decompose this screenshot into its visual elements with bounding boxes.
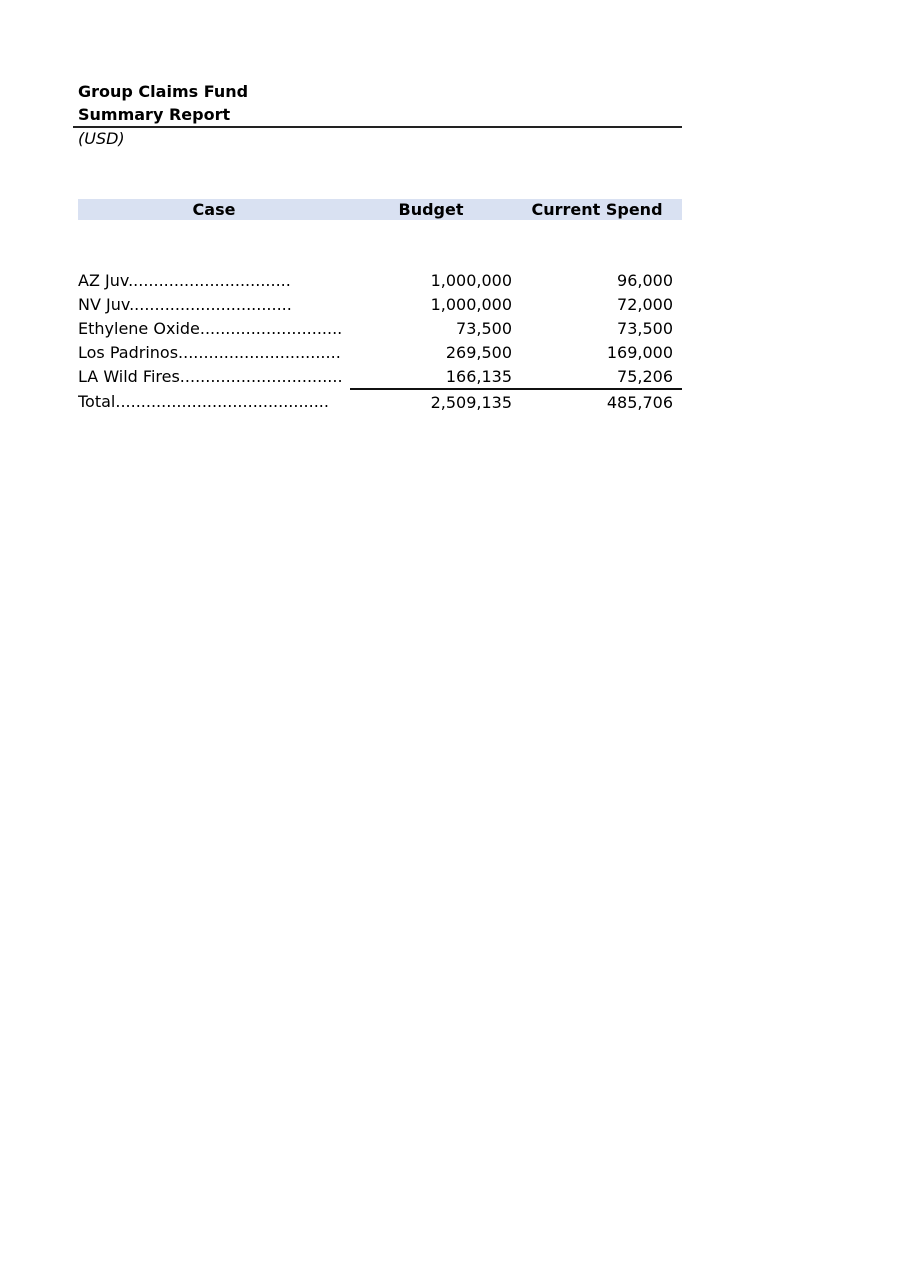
column-header-spend: Current Spend [512,199,682,220]
table-total-row [78,389,682,414]
column-header-budget: Budget [350,199,512,220]
budget-value: 269,500 [445,342,512,362]
report-subtitle: Summary Report [78,105,231,124]
spend-value: 96,000 [617,270,673,290]
spend-value: 169,000 [606,342,673,362]
case-label: LA Wild Fires................................ [78,367,343,386]
table-row-ethylene-oxide [78,316,682,340]
title-underline-rule [73,126,682,128]
total-budget-value: 2,509,135 [430,392,512,412]
case-label: AZ Juv................................ [78,270,291,290]
table-row-az-juv [78,268,682,292]
case-label: Los Padrinos................................ [78,342,341,362]
table-header-row [78,199,682,220]
report-title: Group Claims Fund [78,82,249,101]
spacer-row [78,220,682,268]
currency-note: (USD) [78,129,125,148]
spend-value: 75,206 [512,364,682,389]
budget-value: 73,500 [456,318,512,338]
column-header-case: Case [78,199,350,220]
total-label: Total.......................................... [78,392,329,411]
budget-value: 1,000,000 [430,270,512,290]
table-row-los-padrinos [78,340,682,364]
case-label: NV Juv................................ [78,294,292,314]
summary-table [78,199,682,414]
budget-value: 1,000,000 [430,294,512,314]
case-label: Ethylene Oxide............................ [78,318,343,338]
table-row-nv-juv [78,292,682,316]
total-spend-value: 485,706 [606,392,673,412]
spend-value: 73,500 [617,318,673,338]
budget-value: 166,135 [350,364,512,389]
spend-value: 72,000 [617,294,673,314]
table-row-la-wild-fires [78,364,682,389]
